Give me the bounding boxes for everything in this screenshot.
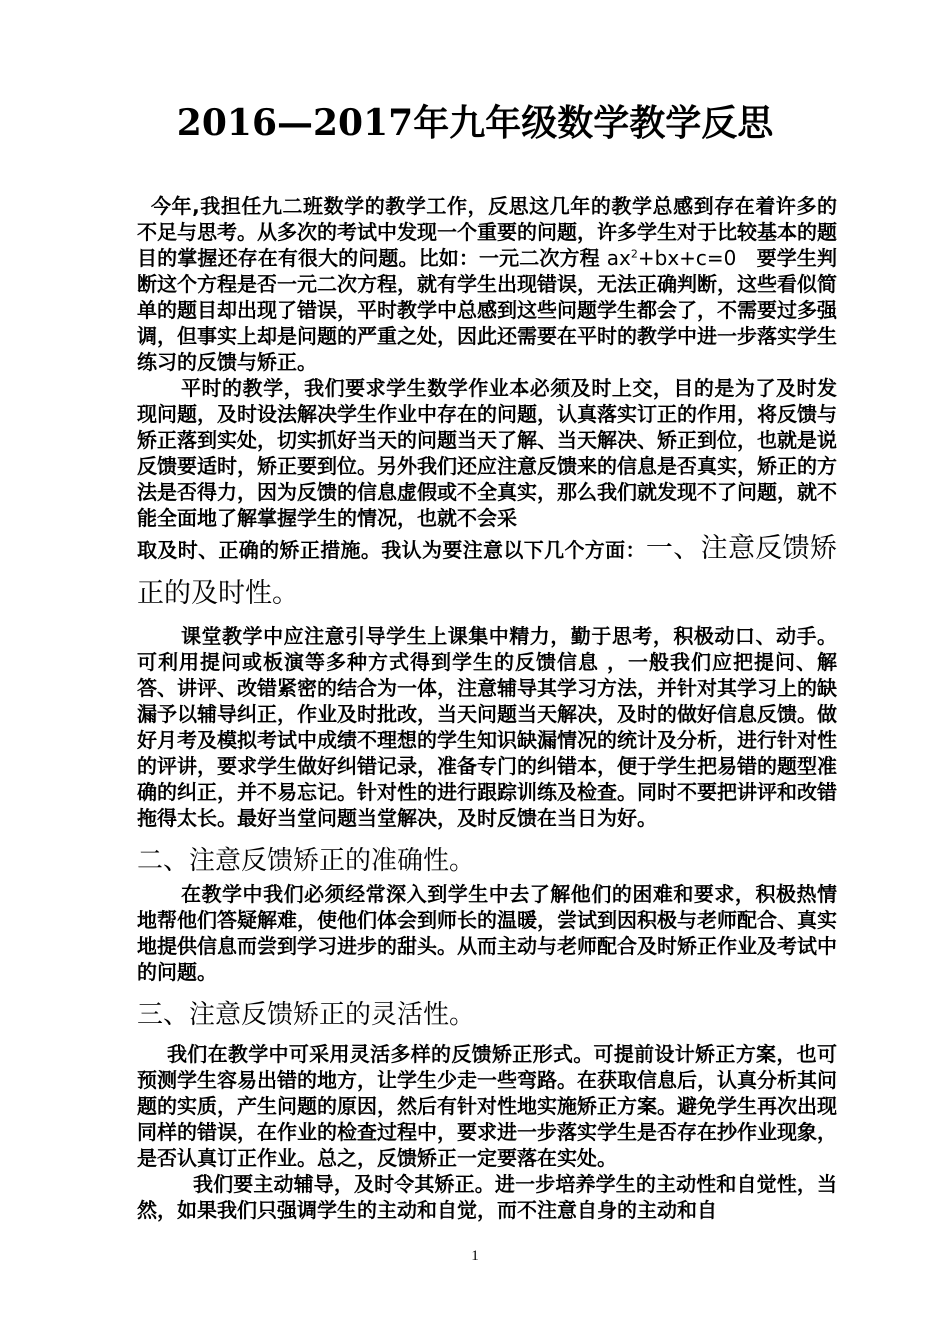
intro-text-start: 今年,我担任九二班数学的教学工作，反思这几年的教学总感到存在着许多的不足与思考。从多次的考试中发现一个重要的问题，许多学生对于比较基本的题目的掌握还存在有很大的问题。比如：一元二次方程: [137, 194, 837, 270]
paragraph-last: 我们要主动辅导，及时令其矫正。进一步培养学生的主动性和自觉性，当然，如果我们只强调学生的主动和自觉，而不注意自身的主动和自: [137, 1172, 837, 1222]
section1-heading: 一、注意反馈矫正的及时性。: [137, 533, 838, 609]
section2-body: 在教学中我们必须经常深入到学生中去了解他们的困难和要求，积极热情地帮他们答疑解难，使他们体会到师长的温暖，尝试到因积极与老师配合、真实地提供信息而尝到学习进步的甜头。从而主动与老师配合及时矫正作业及考试中的问题。: [137, 882, 837, 984]
page-number: 1: [471, 1248, 479, 1264]
aspects-text: 取及时、正确的矫正措施。我认为要注意以下几个方面：: [137, 538, 646, 562]
equation-exponent: 2: [630, 247, 638, 261]
equation-rest: +bx+c=0: [637, 246, 737, 270]
section2-heading: 二、注意反馈矫正的准确性。: [137, 846, 476, 876]
section3-heading: 三、注意反馈矫正的灵活性。: [137, 1000, 476, 1030]
intro-text-end: 要学生判断这个方程是否一元二次方程，就有学生出现错误，无法正确判断，这些看似简单的题目却出现了错误，平时教学中总感到这些问题学生都会了，不需要过多强调，但事实上却是问题的严重之处，因此还需要在平时的教学中进一步落实学生练习的反馈与矫正。: [137, 246, 837, 374]
document-title: 2016—2017年九年级数学教学反思: [176, 102, 774, 144]
section1-body: 课堂教学中应注意引导学生上课集中精力，勤于思考，积极动口、动手。可利用提问或板演等多种方式得到学生的反馈信息 ，一般我们应把提问、解答、讲评、改错紧密的结合为一体，注意辅导其学习方法，并针对其学习上的缺漏予以辅导纠正，作业及时批改，当天问题当天解决，及时的做好信息反馈。做好月考及模拟考试中成绩不理想的学生知识缺漏情况的统计及分析，进行针对性的评讲，要求学生做好纠错记录，准备专门的纠错本，便于学生把易错的题型准确的纠正，并不易忘记。针对性的进行跟踪训练及检查。同时不要把讲评和改错拖得太长。最好当堂问题当堂解决，及时反馈在当日为好。: [137, 624, 837, 830]
paragraph-routine: 平时的教学，我们要求学生数学作业本必须及时上交，目的是为了及时发现问题，及时设法解决学生作业中存在的问题，认真落实订正的作用，将反馈与矫正落到实处，切实抓好当天的问题当天了解、当天解决、矫正到位，也就是说反馈要适时，矫正要到位。另外我们还应注意反馈来的信息是否真实，矫正的方法是否得力，因为反馈的信息虚假或不全真实，那么我们就发现不了问题，就不能全面地了解掌握学生的情况，也就不会采: [137, 376, 837, 530]
equation: [607, 246, 737, 270]
paragraph-intro: [137, 193, 837, 375]
document-body: [137, 193, 837, 1223]
paragraph-aspects: [137, 527, 837, 617]
section3-body: 我们在教学中可采用灵活多样的反馈矫正形式。可提前设计矫正方案，也可预测学生容易出错的地方，让学生少走一些弯路。在获取信息后，认真分析其问题的实质，产生问题的原因，然后有针对性地实施矫正方案。避免学生再次出现同样的错误，在作业的检查过程中，要求进一步落实学生是否存在抄作业现象，是否认真订正作业。总之，反馈矫正一定要落在实处。: [137, 1042, 837, 1170]
equation-ax: ax: [606, 246, 631, 270]
